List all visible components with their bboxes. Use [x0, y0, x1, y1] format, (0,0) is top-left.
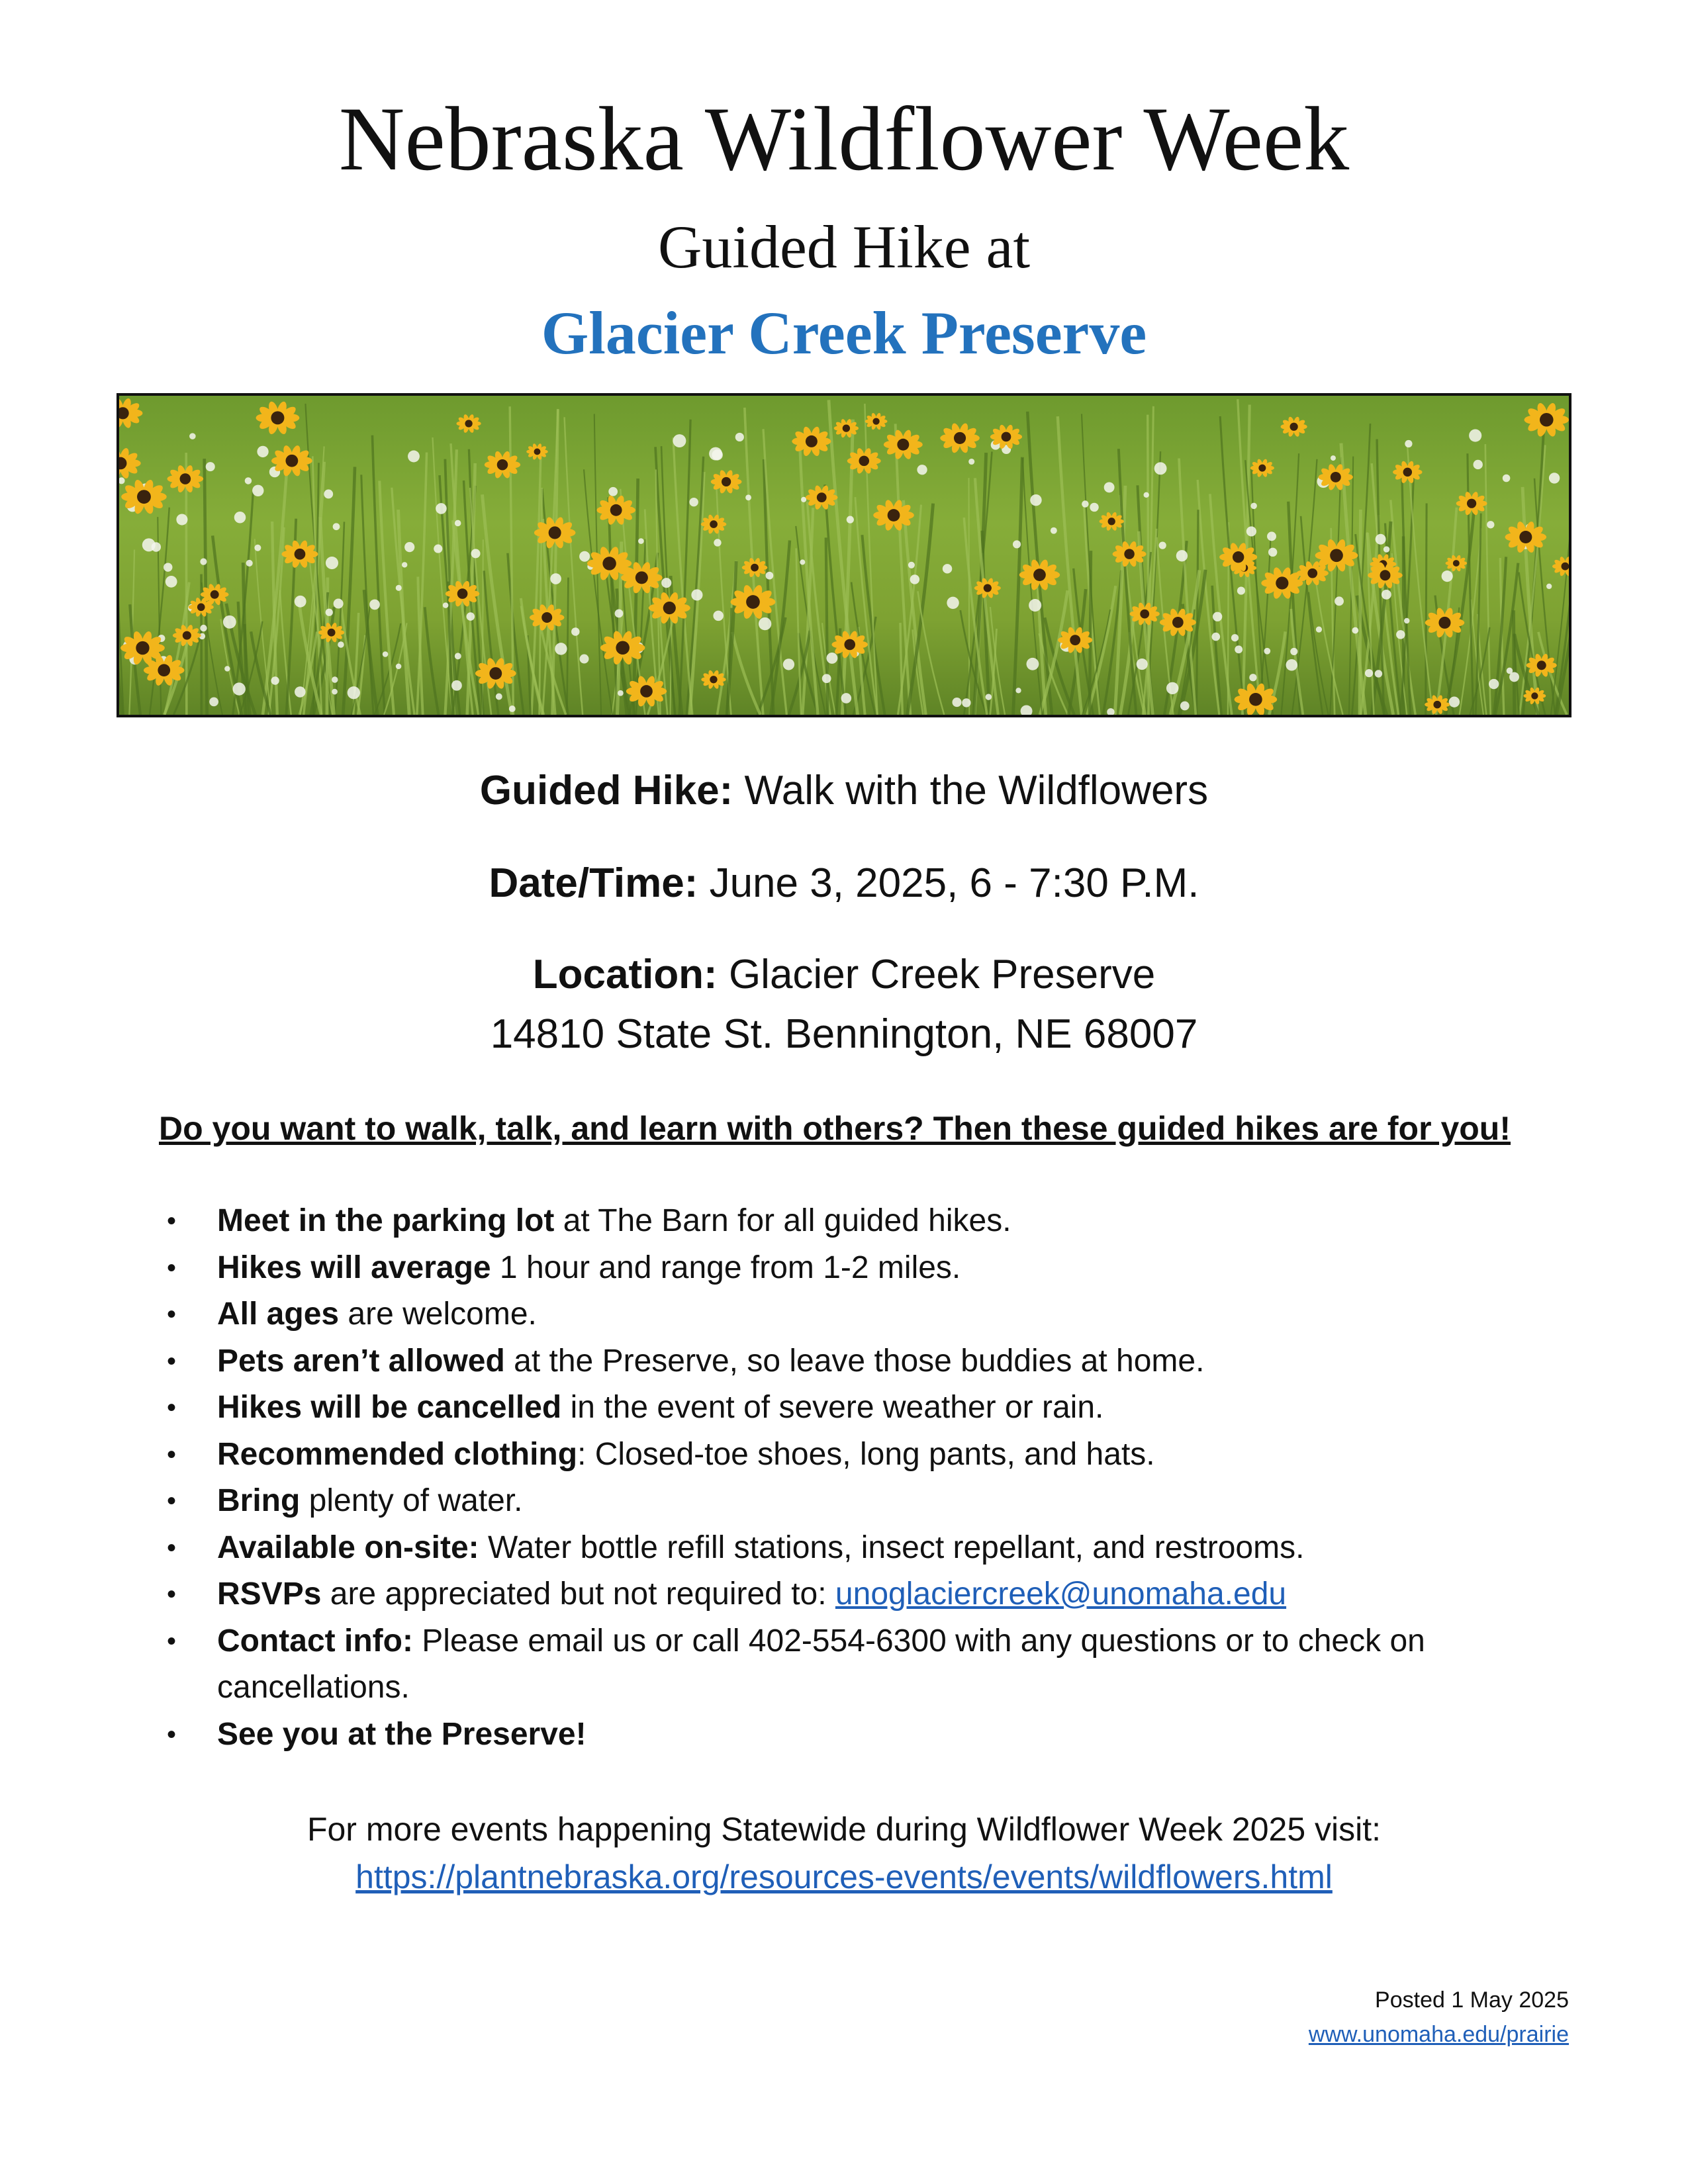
bullet-icon: • [167, 1206, 177, 1236]
list-item [159, 1525, 1569, 1572]
list-item [159, 1618, 1569, 1711]
wildflower-photo [117, 393, 1571, 717]
item-bold: RSVPs [217, 1576, 322, 1612]
item-text: : Closed-toe shoes, long pants, and hats. [577, 1436, 1155, 1472]
bullet-icon: • [167, 1393, 177, 1422]
location-label: Location: [532, 952, 718, 997]
list-item [159, 1571, 1569, 1618]
item-bold: Bring [217, 1483, 301, 1518]
bullet-icon: • [167, 1346, 177, 1376]
list-item [159, 1385, 1569, 1432]
bullet-icon: • [167, 1580, 177, 1609]
preserve-name: Glacier Creek Preserve [541, 299, 1147, 367]
list-item [159, 1245, 1569, 1292]
bullet-icon: • [167, 1626, 177, 1656]
item-text: plenty of water. [300, 1483, 523, 1518]
item-text: at The Barn for all guided hikes. [554, 1203, 1011, 1238]
list-item [159, 1198, 1569, 1245]
item-bold: Recommended clothing [217, 1436, 578, 1472]
list-item [159, 1432, 1569, 1479]
info-list [159, 1198, 1569, 1758]
item-text: 1 hour and range from 1-2 miles. [491, 1250, 961, 1285]
item-bold: Meet in the parking lot [217, 1203, 555, 1238]
bullet-icon: • [167, 1533, 177, 1563]
list-item [159, 1478, 1569, 1525]
posted-date: Posted 1 May 2025 [1375, 1987, 1569, 2013]
address-line: 14810 State St. Bennington, NE 68007 [490, 1011, 1198, 1057]
list-item [159, 1291, 1569, 1338]
footer [1309, 1983, 1569, 2052]
events-link[interactable]: https://plantnebraska.org/resources-events/events/wildflowers.html [355, 1858, 1333, 1895]
item-bold: See you at the Preserve! [217, 1716, 586, 1752]
more-events [0, 1805, 1688, 1901]
item-text: at the Preserve, so leave those buddies at home. [504, 1343, 1205, 1379]
page-title: Nebraska Wildflower Week [338, 88, 1350, 189]
list-item [159, 1711, 1569, 1758]
date-value: June 3, 2025, 6 - 7:30 P.M. [698, 860, 1199, 906]
bullet-icon: • [167, 1300, 177, 1329]
bullet-icon: • [167, 1719, 177, 1749]
bullet-icon: • [167, 1253, 177, 1283]
hike-label: Guided Hike: [479, 768, 733, 813]
item-text: in the event of severe weather or rain. [561, 1390, 1104, 1425]
location-line [0, 945, 1688, 1005]
item-bold: Hikes will average [217, 1250, 491, 1285]
item-bold: All ages [217, 1297, 340, 1332]
item-bold: Contact info: [217, 1623, 413, 1659]
item-text: are welcome. [339, 1297, 537, 1332]
location-value: Glacier Creek Preserve [717, 952, 1156, 997]
date-line [0, 854, 1688, 913]
item-bold: Pets aren’t allowed [217, 1343, 505, 1379]
item-bold: Hikes will be cancelled [217, 1390, 562, 1425]
item-text: Water bottle refill stations, insect repellant, and restrooms. [479, 1529, 1305, 1565]
hike-title-line [0, 761, 1688, 821]
page-subtitle: Guided Hike at [657, 213, 1031, 281]
lead-question: Do you want to walk, talk, and learn with others? Then these guided hikes are for you! [159, 1110, 1511, 1147]
date-label: Date/Time: [489, 860, 698, 906]
item-text: are appreciated but not required to: [321, 1576, 835, 1612]
item-bold: Available on-site: [217, 1529, 479, 1565]
list-item [159, 1338, 1569, 1385]
item-text: Please email us or call 402-554-6300 with any questions or to check on cancellations. [217, 1623, 1425, 1705]
bullet-icon: • [167, 1439, 177, 1469]
more-events-text: For more events happening Statewide during Wildflower Week 2025 visit: [306, 1811, 1382, 1848]
hike-value: Walk with the Wildflowers [733, 768, 1209, 813]
email-link[interactable]: unoglaciercreek@unomaha.edu [835, 1576, 1287, 1612]
prairie-link[interactable]: www.unomaha.edu/prairie [1308, 2022, 1569, 2047]
bullet-icon: • [167, 1486, 177, 1516]
